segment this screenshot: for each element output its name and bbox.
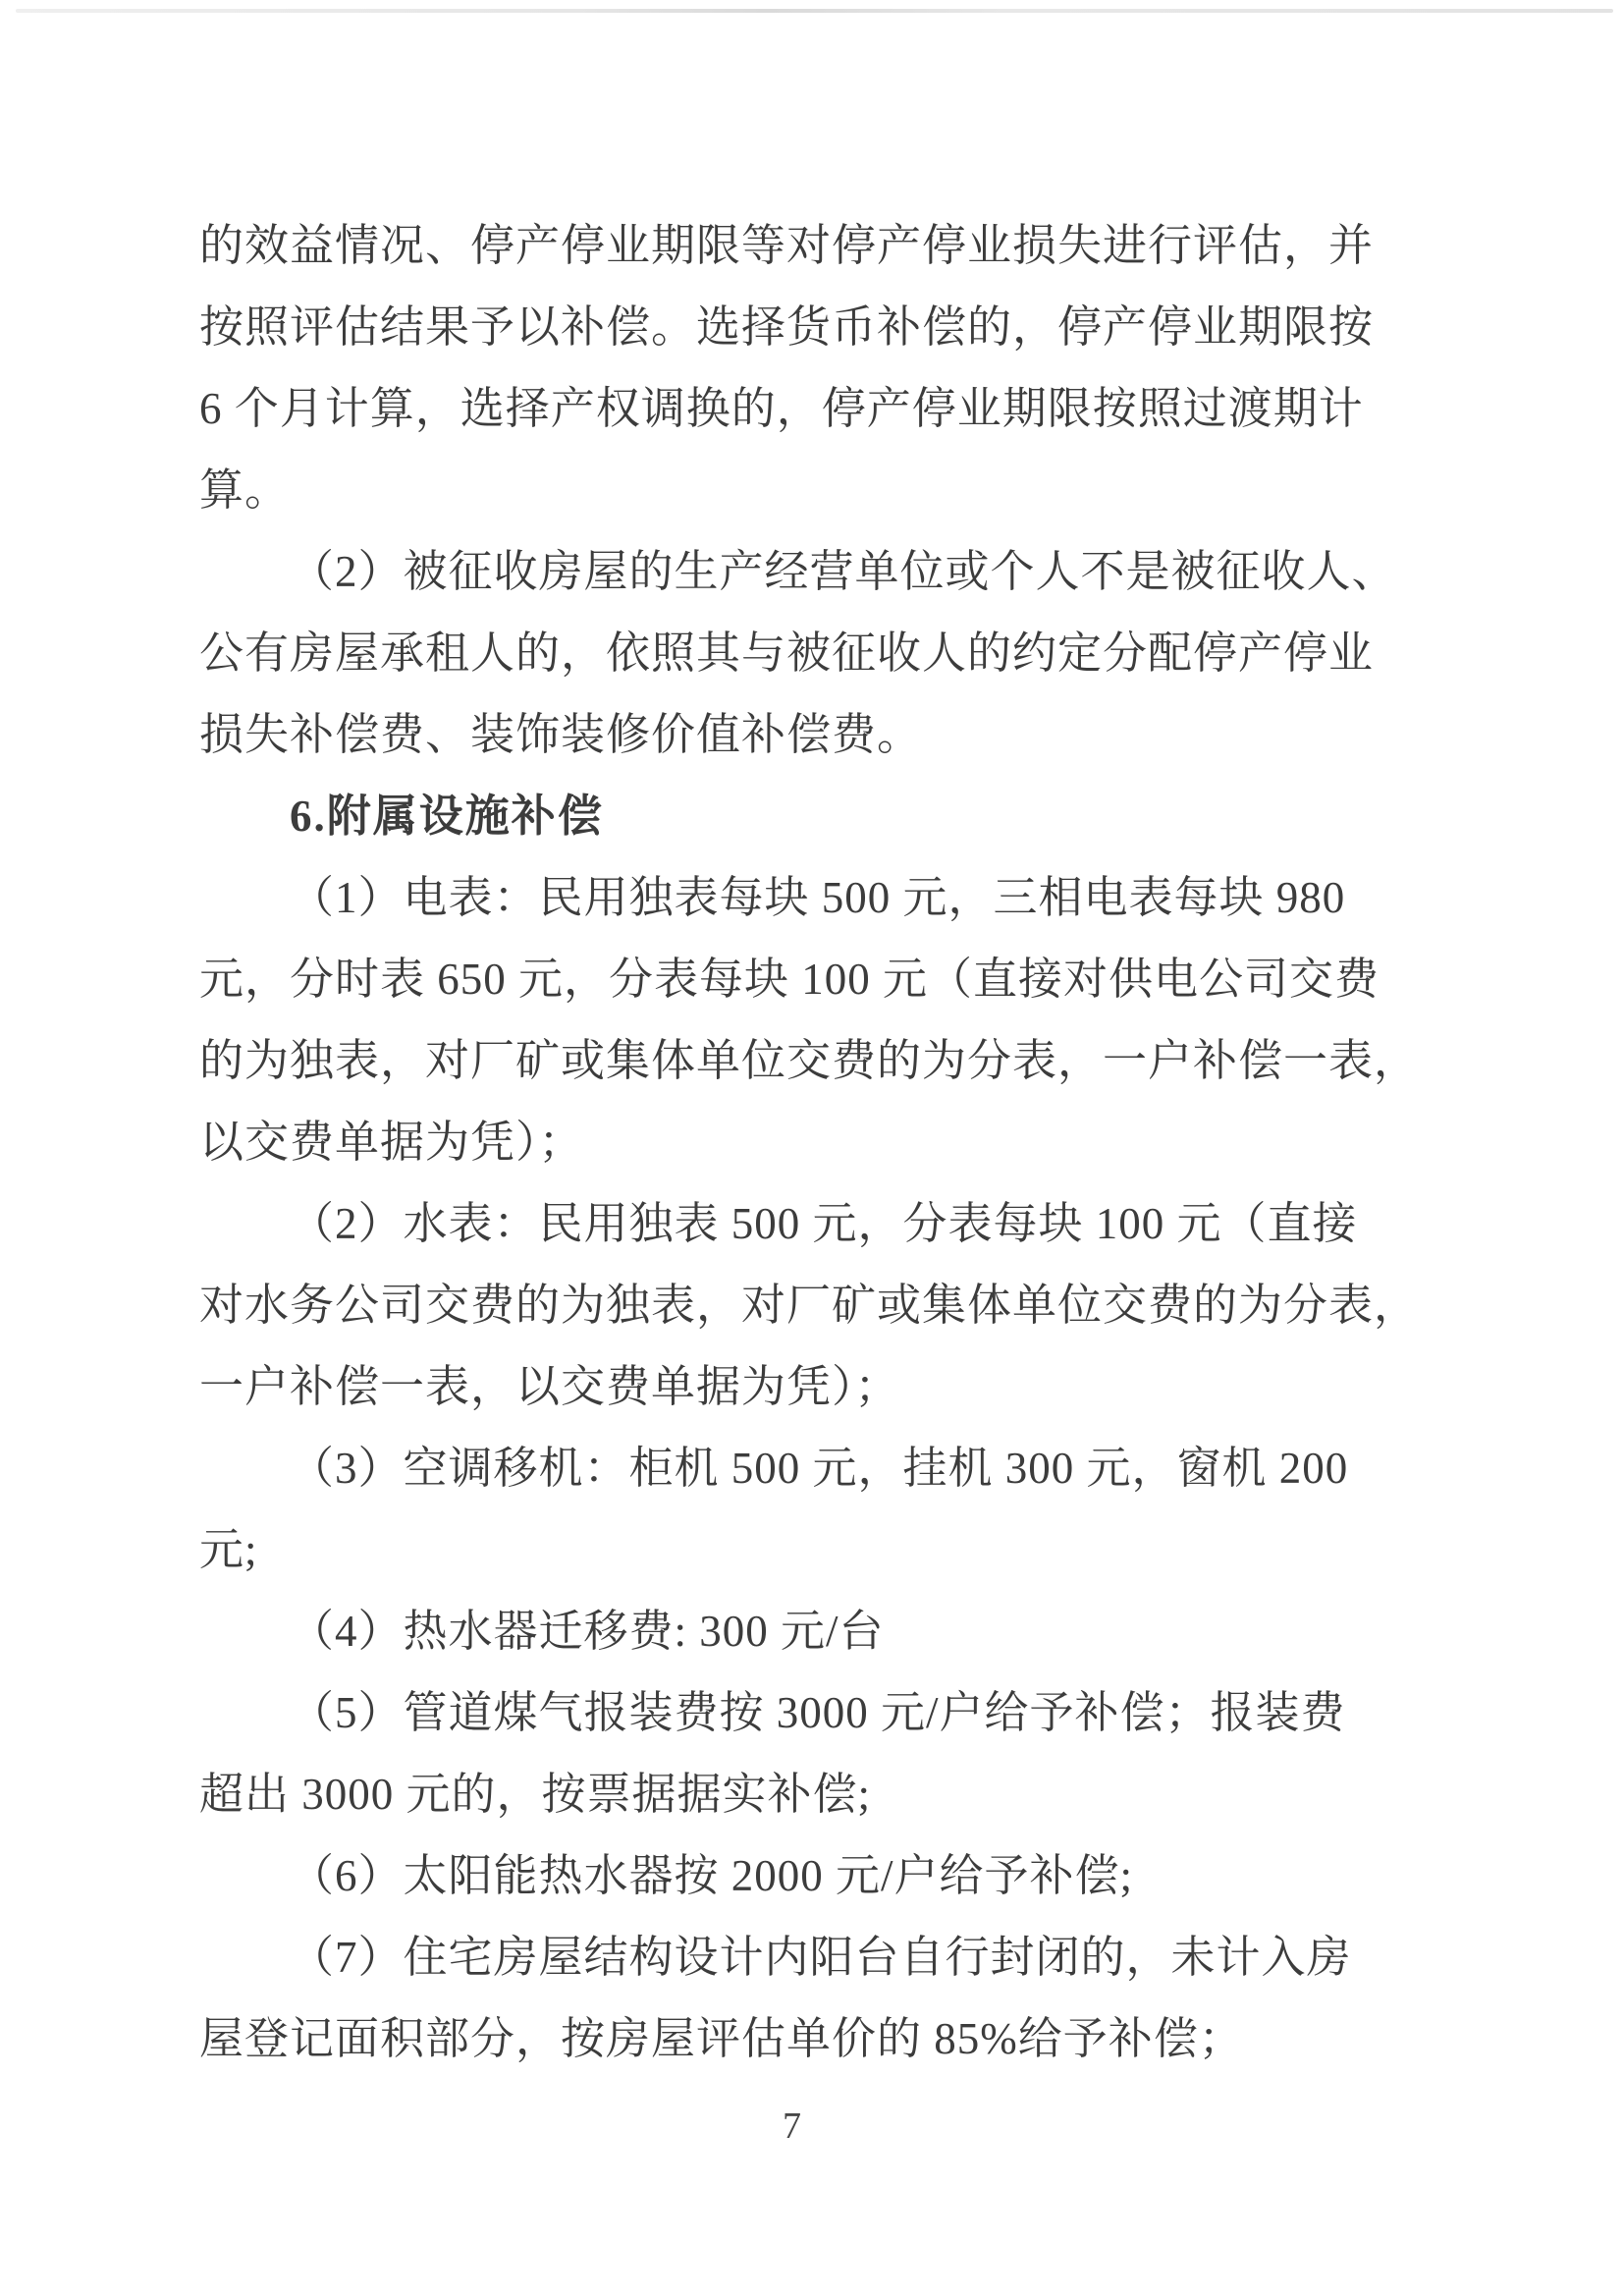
text-line: 元，分时表 650 元，分表每块 100 元（直接对供电公司交费 [199, 955, 1380, 1004]
text-line: 元; [199, 1525, 258, 1574]
text-line: 的为独表，对厂矿或集体单位交费的为分表，一户补偿一表， [199, 1036, 1420, 1085]
text-line: 屋登记面积部分，按房屋评估单价的 85%给予补偿； [199, 2014, 1244, 2063]
text-line: 6 个月计算，选择产权调换的，停产停业期限按照过渡期计 [199, 384, 1364, 433]
document-text-block [199, 205, 1431, 2080]
text-line: （7）住宅房屋结构设计内阳台自行封闭的，未计入房 [290, 1933, 1352, 1982]
text-line: （3）空调移机：柜机 500 元，挂机 300 元，窗机 200 [290, 1444, 1349, 1493]
text-line: （2）水表：民用独表 500 元，分表每块 100 元（直接 [290, 1199, 1358, 1248]
text-line: 按照评估结果予以补偿。选择货币补偿的，停产停业期限按 [199, 302, 1375, 352]
text-line: （4）热水器迁移费: 300 元/台 [290, 1607, 885, 1656]
text-line: 公有房屋承租人的，依照其与被征收人的约定分配停产停业 [199, 629, 1375, 678]
text-line: 损失补偿费、装饰装修价值补偿费。 [199, 710, 923, 759]
text-line: 一户补偿一表，以交费单据为凭）； [199, 1362, 900, 1411]
section-heading: 6.附属设施补偿 [290, 792, 604, 841]
text-line: 超出 3000 元的，按票据据实补偿; [199, 1770, 872, 1819]
text-line: （2）被征收房屋的生产经营单位或个人不是被征收人、 [290, 547, 1397, 596]
text-line: 以交费单据为凭）； [199, 1118, 584, 1167]
text-line: （1）电表：民用独表每块 500 元，三相电表每块 980 [290, 873, 1346, 922]
text-line: 对水务公司交费的为独表，对厂矿或集体单位交费的为分表， [199, 1281, 1420, 1330]
text-line: （6）太阳能热水器按 2000 元/户给予补偿; [290, 1851, 1134, 1900]
page-number: 7 [783, 2105, 801, 2147]
text-line: （5）管道煤气报装费按 3000 元/户给予补偿；报装费 [290, 1688, 1346, 1737]
text-line: 算。 [199, 465, 291, 515]
scan-artifact-line [16, 9, 1613, 13]
text-line: 的效益情况、停产停业期限等对停产停业损失进行评估，并 [199, 221, 1375, 270]
